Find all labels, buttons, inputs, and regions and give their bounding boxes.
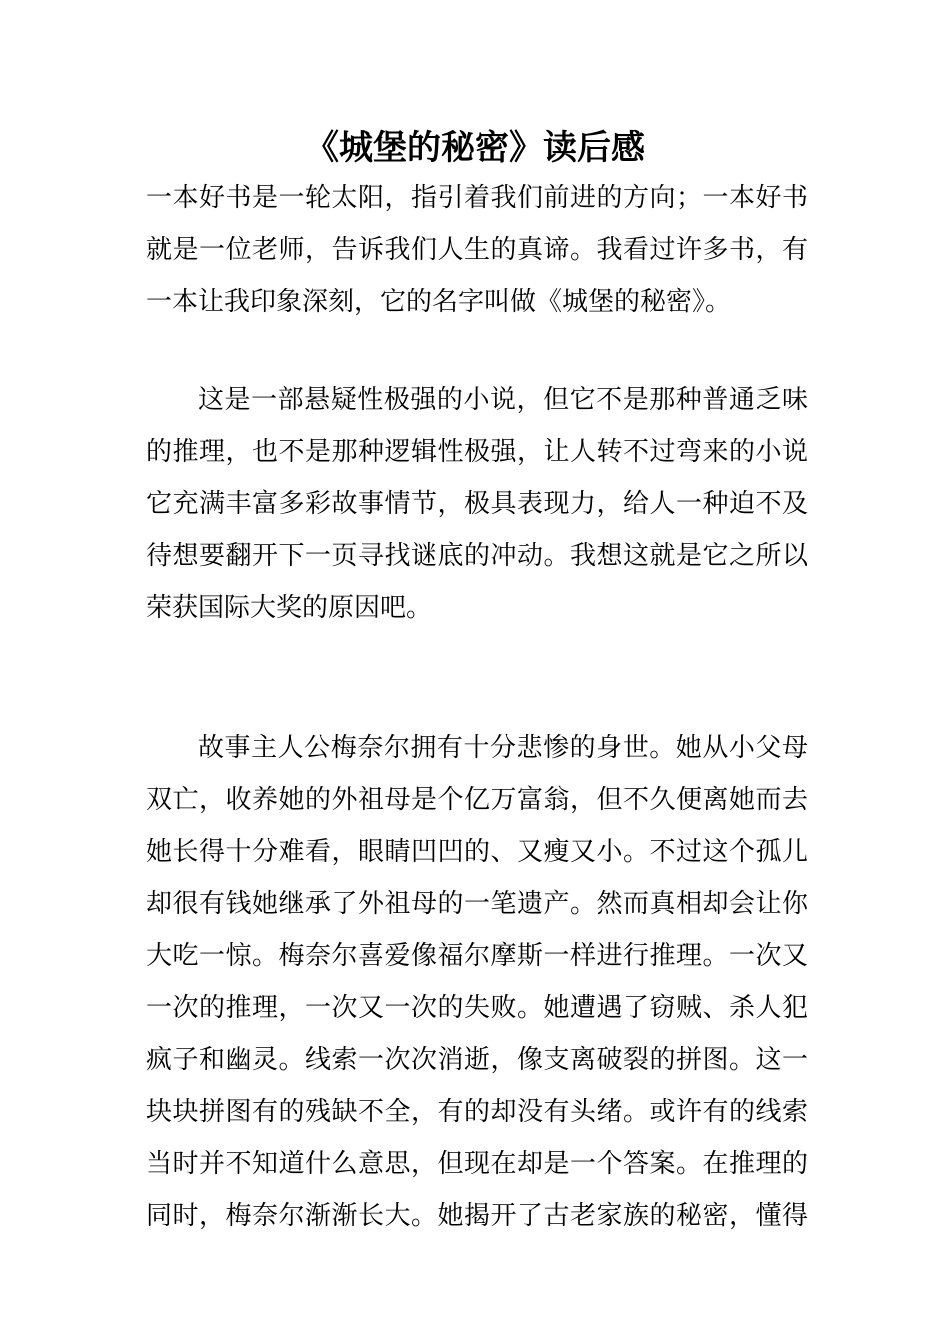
text-line: 一本让我印象深刻，它的名字叫做《城堡的秘密》。 [146,287,732,317]
text-line: 故事主人公梅奈尔拥有十分悲惨的身世。她从小父母 [198,733,808,763]
text-line: 双亡，收养她的外祖母是个亿万富翁，但不久便离她而去 [146,785,808,815]
text-line: 却很有钱她继承了外祖母的一笔遗产。然而真相却会让你 [146,889,808,919]
text-line: 就是一位老师，告诉我们人生的真谛。我看过许多书，有 [146,235,808,265]
text-line: 块块拼图有的残缺不全，有的却没有头绪。或许有的线索 [146,1097,808,1127]
text-line: 的推理，也不是那种逻辑性极强，让人转不过弯来的小说 [146,437,808,467]
text-line: 这是一部悬疑性极强的小说，但它不是那种普通乏味 [198,385,808,415]
text-line: 一本好书是一轮太阳，指引着我们前进的方向；一本好书 [146,183,808,213]
text-line: 她长得十分难看，眼睛凹凹的、又瘦又小。不过这个孤儿 [146,837,808,867]
page-title: 《城堡的秘密》读后感 [305,128,645,168]
text-line: 大吃一惊。梅奈尔喜爱像福尔摩斯一样进行推理。一次又 [146,941,808,971]
text-line: 当时并不知道什么意思，但现在却是一个答案。在推理的 [146,1149,808,1179]
text-line: 疯子和幽灵。线索一次次消逝，像支离破裂的拼图。这一 [146,1045,808,1075]
text-line: 荣获国际大奖的原因吧。 [146,593,433,623]
text-line: 同时，梅奈尔渐渐长大。她揭开了古老家族的秘密，懂得 [146,1201,808,1231]
text-line: 待想要翻开下一页寻找谜底的冲动。我想这就是它之所以 [146,541,808,571]
text-line: 它充满丰富多彩故事情节，极具表现力，给人一种迫不及 [146,489,808,519]
text-line: 一次的推理，一次又一次的失败。她遭遇了窃贼、杀人犯 [146,993,808,1023]
